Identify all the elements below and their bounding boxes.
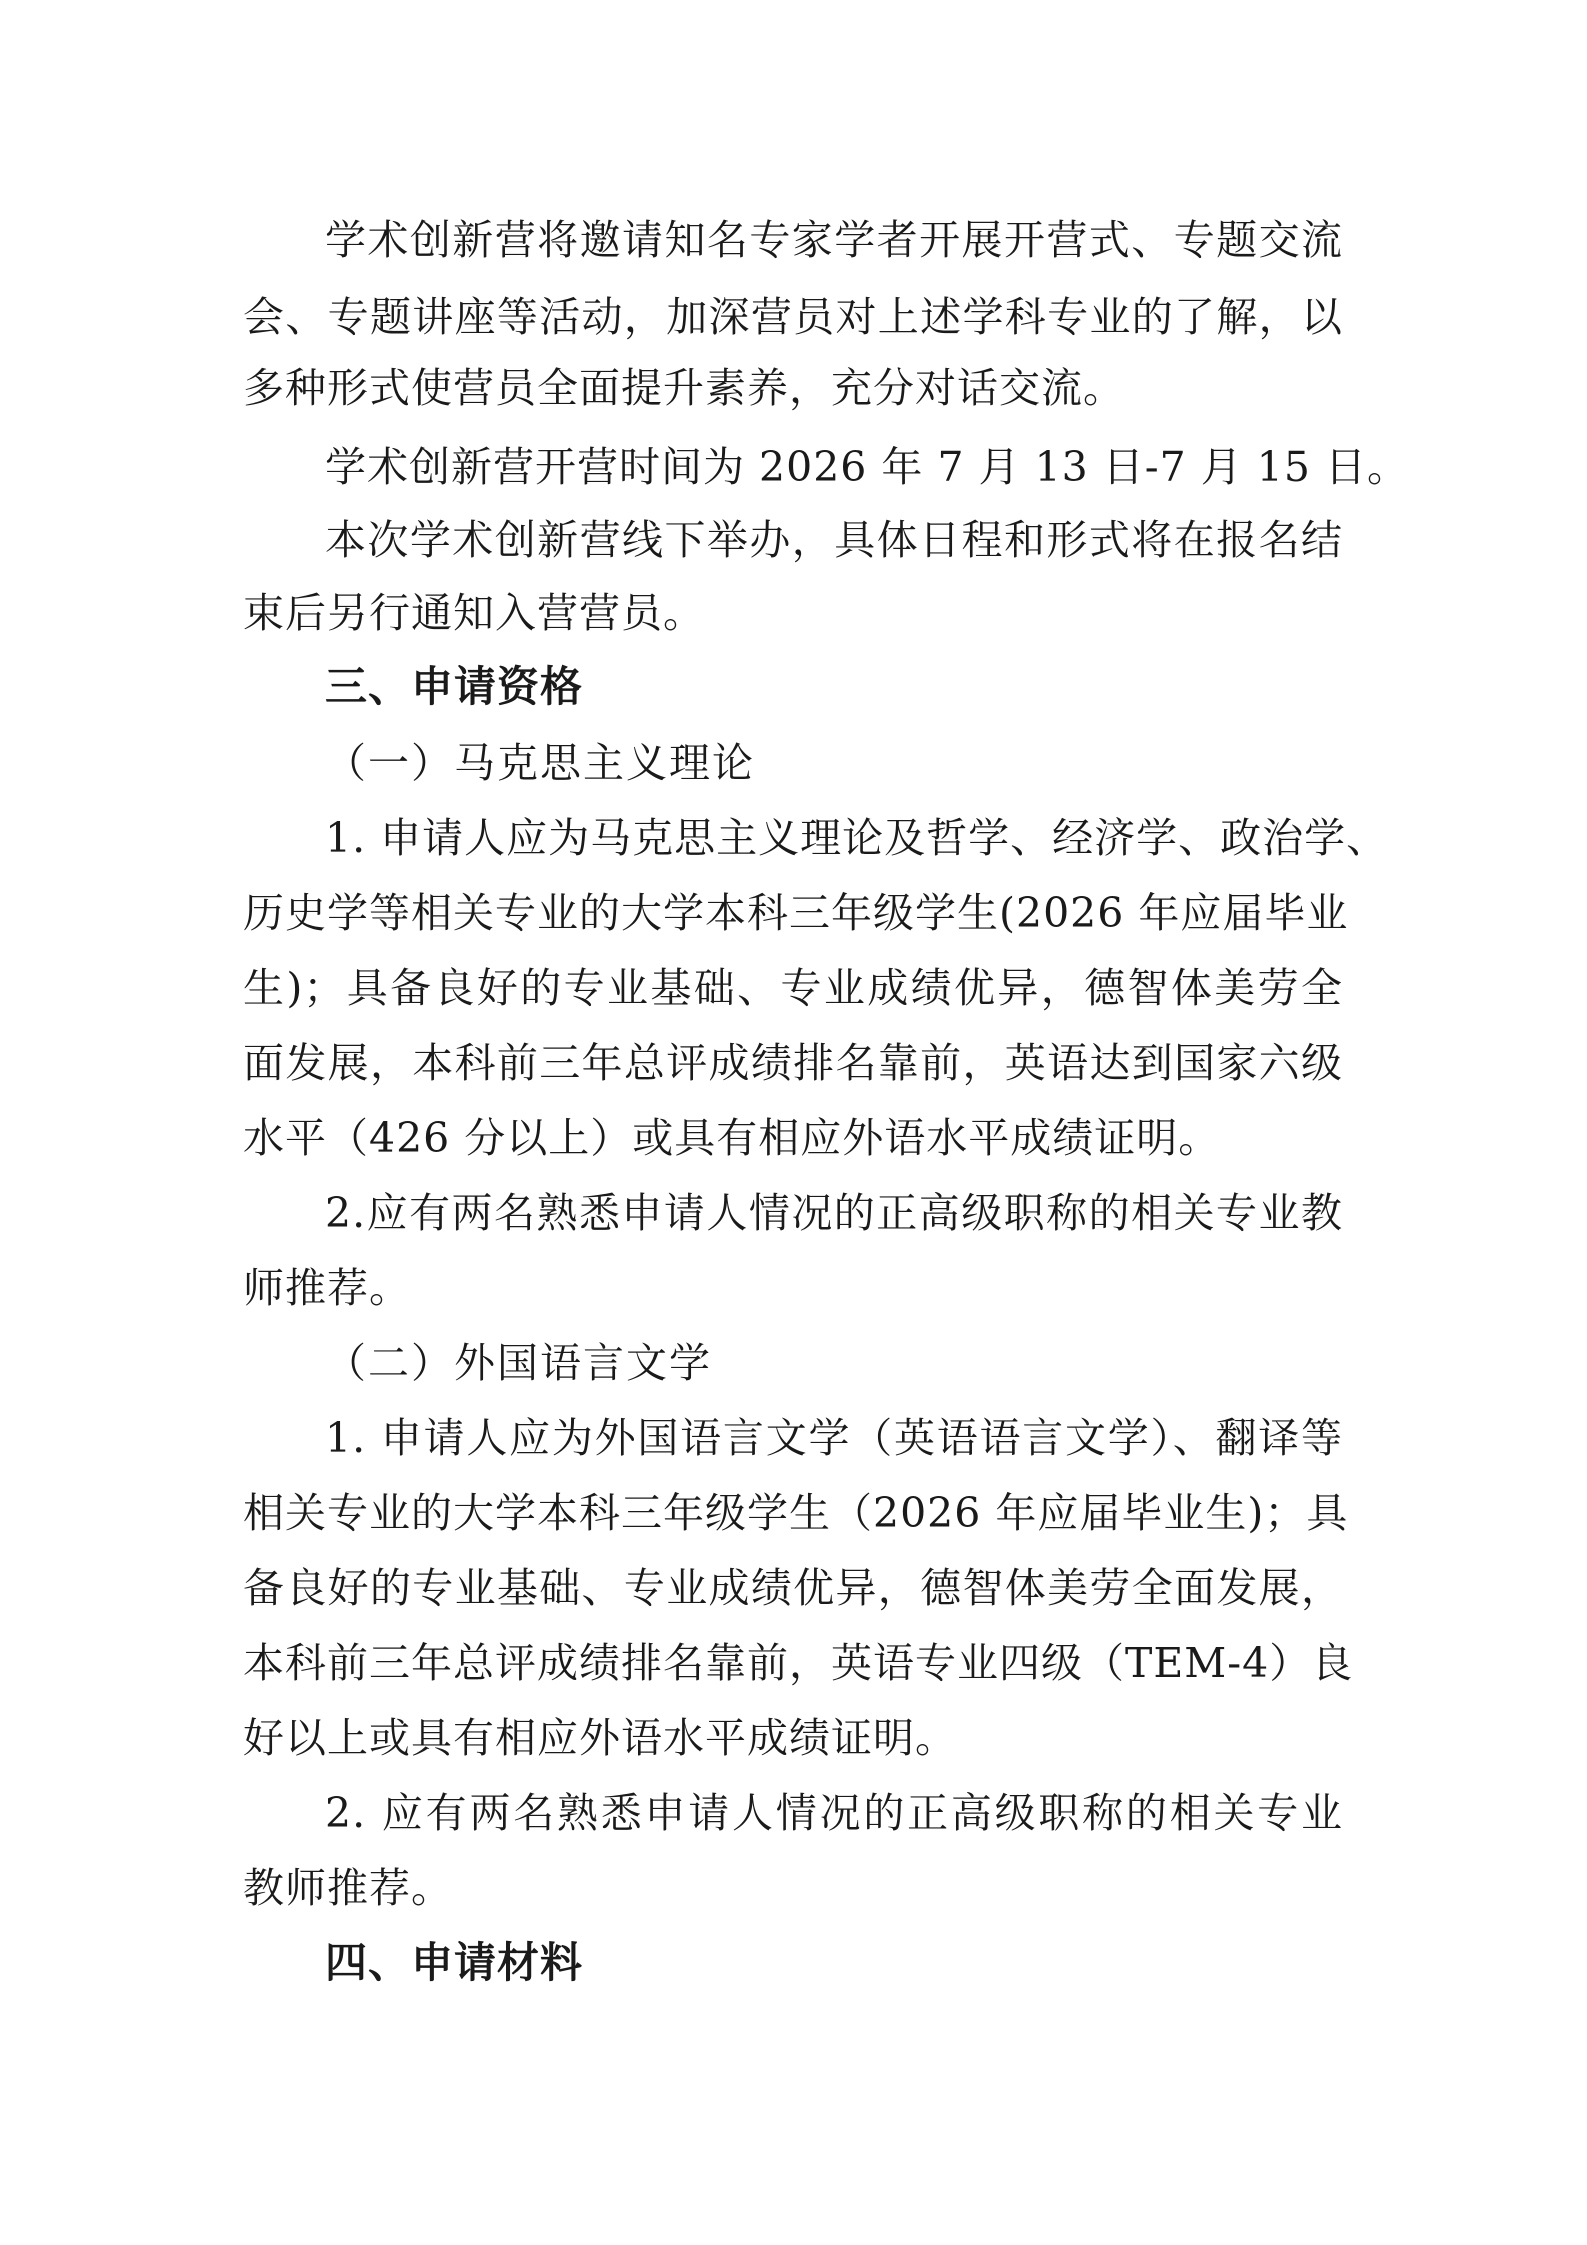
paragraph-line: 学术创新营将邀请知名专家学者开展开营式、专题交流 xyxy=(325,216,1343,264)
paragraph-line: 生)；具备良好的专业基础、专业成绩优异，德智体美劳全 xyxy=(243,964,1343,1012)
subsection-heading: （二）外国语言文学 xyxy=(325,1339,712,1387)
paragraph-line: 多种形式使营员全面提升素养，充分对话交流。 xyxy=(243,364,1125,412)
section-heading: 三、申请资格 xyxy=(325,662,584,711)
paragraph-line: 相关专业的大学本科三年级学生（2026 年应届毕业生)；具 xyxy=(243,1489,1349,1537)
paragraph-line: 历史学等相关专业的大学本科三年级学生(2026 年应届毕业 xyxy=(243,889,1349,937)
paragraph-line: 会、专题讲座等活动，加深营员对上述学科专业的了解，以 xyxy=(243,293,1343,341)
paragraph-line: 好以上或具有相应外语水平成绩证明。 xyxy=(243,1714,957,1762)
paragraph-line: 本科前三年总评成绩排名靠前，英语专业四级（TEM-4）良 xyxy=(243,1639,1354,1687)
paragraph-line: 1. 申请人应为马克思主义理论及哲学、经济学、政治学、 xyxy=(325,814,1389,862)
paragraph-line: 1. 申请人应为外国语言文学（英语语言文学）、翻译等 xyxy=(325,1414,1343,1462)
paragraph-line: 教师推荐。 xyxy=(243,1864,453,1912)
paragraph-line: 束后另行通知入营营员。 xyxy=(243,589,705,637)
paragraph-line: 学术创新营开营时间为 2026 年 7 月 13 日-7 月 15 日。 xyxy=(325,443,1410,491)
paragraph-line: 面发展，本科前三年总评成绩排名靠前，英语达到国家六级 xyxy=(243,1039,1343,1087)
paragraph-line: 备良好的专业基础、专业成绩优异，德智体美劳全面发展， xyxy=(243,1564,1343,1612)
paragraph-line: 师推荐。 xyxy=(243,1264,411,1312)
section-heading: 四、申请材料 xyxy=(325,1938,584,1987)
paragraph-line: 2.应有两名熟悉申请人情况的正高级职称的相关专业教 xyxy=(325,1189,1343,1237)
paragraph-line: 本次学术创新营线下举办，具体日程和形式将在报名结 xyxy=(325,516,1343,564)
subsection-heading: （一）马克思主义理论 xyxy=(325,739,755,787)
paragraph-line: 2. 应有两名熟悉申请人情况的正高级职称的相关专业 xyxy=(325,1789,1343,1837)
paragraph-line: 水平（426 分以上）或具有相应外语水平成绩证明。 xyxy=(243,1114,1221,1162)
